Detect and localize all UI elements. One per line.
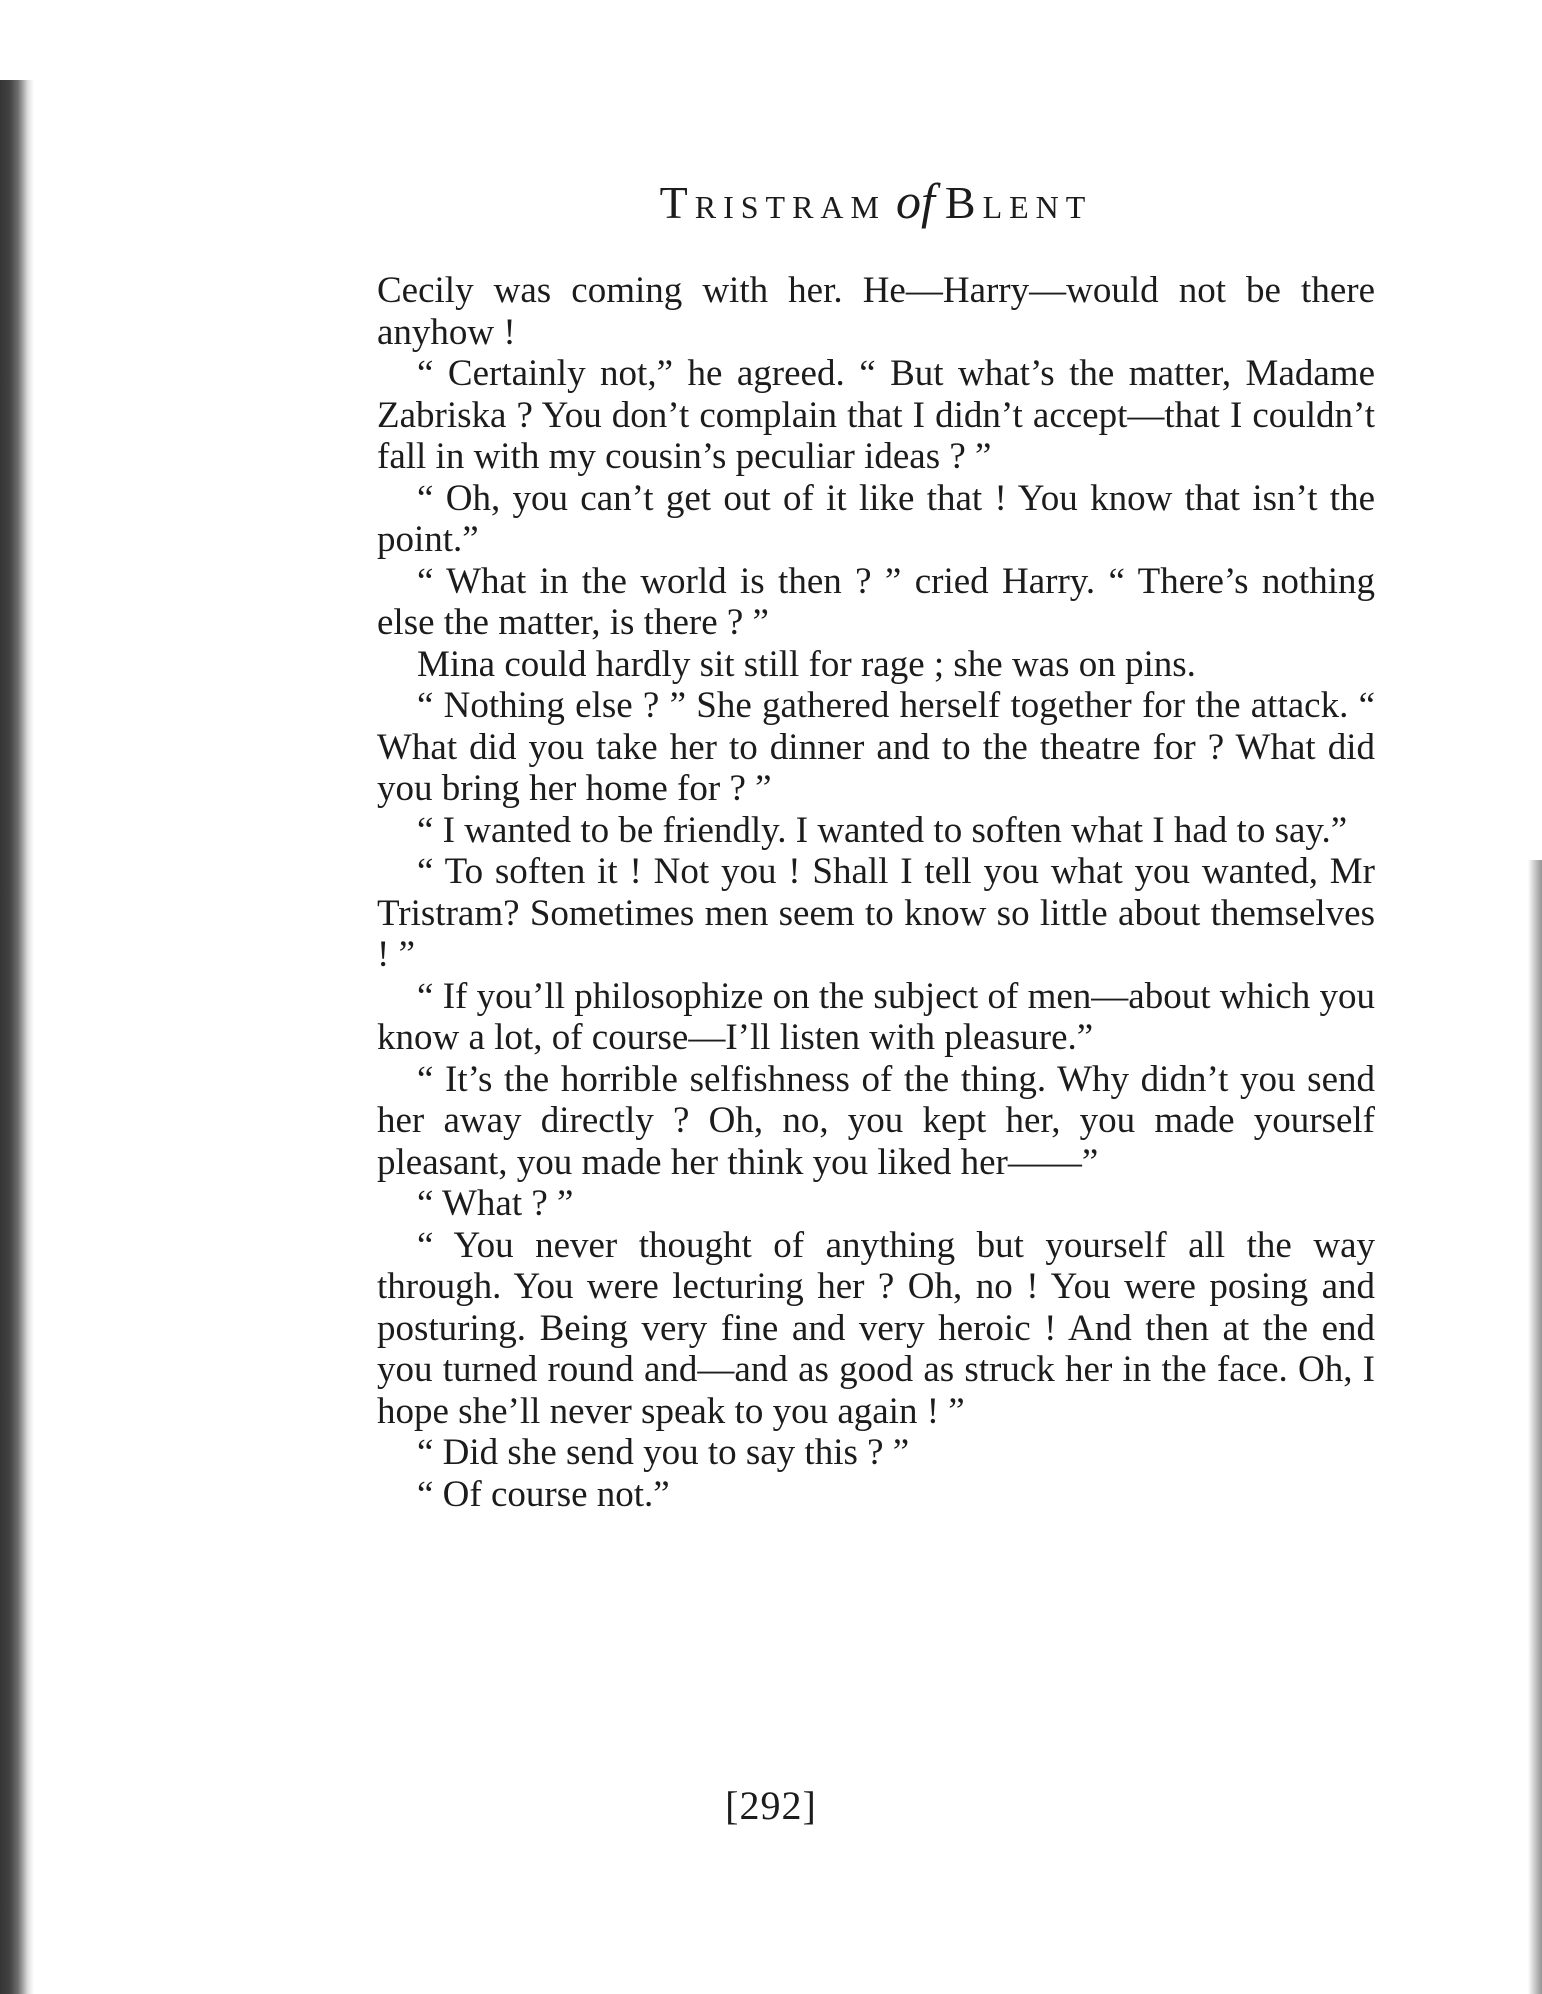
paragraph: “ Oh, you can’t get out of it like that ! You know that isn’t the point.”	[377, 477, 1375, 560]
running-head-of: of	[896, 173, 935, 229]
paragraph: “ Of course not.”	[417, 1473, 670, 1515]
paragraph: “ It’s the horrible selfishness of the thing. Why didn’t you send her away directly ? Oh, no, you kept her, you made yourself pleasant, you made her think you liked her——”	[377, 1058, 1375, 1183]
body-text	[377, 270, 1375, 1515]
running-head	[376, 172, 1376, 230]
paragraph: “ Certainly not,” he agreed. “ But what’s the matter, Madame Zabriska ? You don’t complain that I didn’t accept—that I couldn’t fall in with my cousin’s peculiar ideas ? ”	[377, 353, 1375, 477]
page-number: [292]	[725, 1783, 817, 1828]
paragraph: “ I wanted to be friendly. I wanted to soften what I had to say.”	[417, 809, 1348, 851]
page-binding-shadow-left	[0, 80, 34, 1994]
running-head-left: Tristram	[659, 177, 886, 228]
paragraph: “ Did she send you to say this ? ”	[417, 1432, 910, 1473]
paragraph: “ What in the world is then ? ” cried Harry. “ There’s nothing else the matter, is there ? ”	[377, 560, 1375, 643]
paragraph: Cecily was coming with her. He—Harry—would not be there anyhow !	[377, 270, 1375, 353]
paragraph: Mina could hardly sit still for rage ; she was on pins.	[417, 643, 1196, 685]
paragraph: “ What ? ”	[417, 1183, 574, 1224]
paragraph: “ You never thought of anything but yourself all the way through. You were lecturing her ? Oh, no ! You were posing and posturing. Being very fine and very heroic ! And then at the end you turned round and—and as good as struck her in the face. Oh, I hope she’ll never speak to you again ! ”	[377, 1224, 1375, 1432]
paragraph: “ Nothing else ? ” She gathered herself together for the attack. “ What did you take her to dinner and to the theatre for ? What did you bring her home for ? ”	[377, 685, 1375, 809]
running-head-right: Blent	[944, 177, 1093, 228]
paragraph: “ To soften it ! Not you ! Shall I tell you what you wanted, Mr Tristram? Sometimes men seem to know so little about themselves ! ”	[377, 851, 1375, 975]
paragraph: “ If you’ll philosophize on the subject of men—about which you know a lot, of course—I’ll listen with pleasure.”	[377, 975, 1375, 1058]
